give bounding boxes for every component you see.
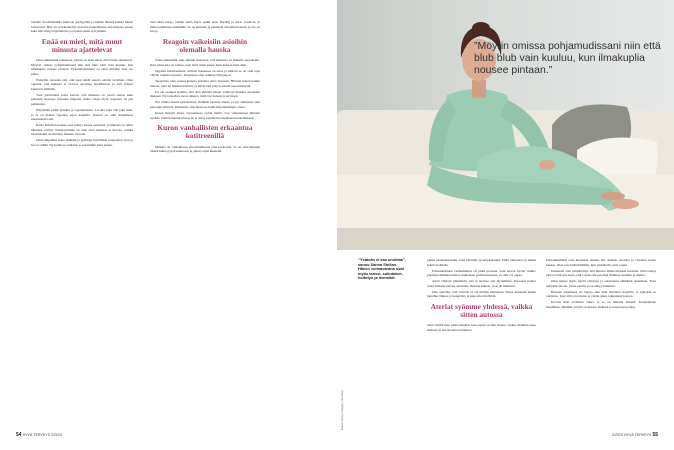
right-column-2 — [546, 258, 656, 311]
paragraph: Erkaantuminen vanhemmista oli pitkä prosessi. Sain kerran hyvän vinkin: jokainen ihminen kantaa mukanaan perhetaustaansa, ja siitä voi oppia. — [427, 268, 536, 278]
page-number: 55 — [652, 432, 658, 438]
portrait-photo — [337, 0, 674, 250]
paragraph: Näytelläni pidän työnäni ja vapautuksena. Lavalla saan olla joku muu, ja se on ihanaa vapautta arjen keskellä. Teatteri on ollut intohimoni nuoruudesta asti. — [31, 108, 133, 122]
right-column-1 — [427, 258, 536, 334]
paragraph: Olen tehnyt myös hyviä valintoja ja rakentanut elämääni uudelleen. Teen nykyään asioita, joista nautin, ja se näkyy kaikessa. — [546, 279, 656, 288]
paragraph: Aloin vihdoin ymmärtää, että ei tarvitse olla täydellinen. Personal trainer sanoi minulle kerran, että keho muistaa kaiken, ja se jäi mieleeni. — [427, 279, 536, 288]
paragraph: Ilmeisesti olen ymmärtänyt, että muutos lähtee minusta itsestäni. Olen tehnyt paljon töitä sen eteen, että voisin olla parempi ihminen itselleni ja muille. — [546, 268, 656, 278]
photo-caption: ”Ystävän ei saa unohtaa”, sanoo Sanna Stellan. Hänen voimavarana ovat myös tanssi, sukulaiset, hoitotyö ja lemmikit. — [358, 257, 407, 281]
subheading: Enää en mieti, mitä muut minusta ajattelevat — [41, 36, 123, 54]
subheading: Aterlat syömme yhdessä, vaikka sitten autossa — [430, 301, 533, 320]
paragraph: Nyt minua itsestä epäonnistua. Pelkkää lapsena alussa, ja nyt aikuisena olen kasvanut siitä irti. Ilmeisesti olen menossa kohti karjalaisempaa otetta. — [150, 100, 260, 109]
paragraph: Kaisa Pelttalan kanssa olen tehnyt monia esityksiä, ja hänestä on tullut läheinen ystävä. Yhteistyömme on aina ollut hauskaa ja luovaa, vaikka haasteitakin on riittänyt matkan varrella. — [31, 123, 133, 137]
photo-credit: Kuvat: Getty Images / Stocksy — [340, 390, 344, 431]
magazine-name: HYVÄ TERVEYS 2/2023 — [22, 433, 62, 437]
paragraph: Yksi ystävistäni sanoi kerran, että minussa on jotain samaa kuin pienessä lapsessa: innostun helposti, mutta väsyn myös nopeasti. Se piti paikkansa. — [31, 92, 133, 106]
subheading: Kuron vanhallisten erkaantua kotitreenillä — [157, 123, 253, 141]
page-number: 54 — [16, 432, 22, 438]
paragraph: Kotona ihan tavallista arkea, ja se on minulle tärkeää. Kuunnellaan musiikkia, nähdään ystäviä, kokataan yhdessä ja nauretaan paljon. — [546, 300, 656, 309]
paragraph: Minulla on vanhallisten erkaantumiseen oma kotitreeni. Se on ollut minulle tärkeä keino pysyä kunnossa ja jaksaa arjen keskellä. — [150, 144, 260, 154]
paragraph: Olen rimpuillut koko elämäni ja pyrkinyt löytämään tasapainon työn ja levon välillä. Nykyään se onnistuu jo paremmin kuin ennen. — [31, 138, 133, 147]
left-footer — [16, 432, 62, 438]
paragraph: Parhaimmillani olen kuitenkin hauska äiti. Keksin rarrasita ja vitsailen lasten kanssa. Olen taas hellimmillään, kun ymmärrän omat rajani. — [546, 258, 656, 267]
subheading: Reagoin vaikeisiin asioihin olemalla hauska — [162, 36, 248, 54]
paragraph: Olen elämässäni vaiheessa, jolloin en enää mieti, mitä muut ajattelevat. Möyrin omissa pohjamudissani niin että blub blub vain kuuluu, kun ilmakuplia nousee pintaan. Epäonnistuminen on ollut minulle aina iso pelko. — [31, 58, 133, 76]
paragraph: Terapiasta olen saanut keinoja kohdata omat tunteeni. Hävisin kauan kaikki tunteet, joita en halunnut tuntea, ja kävin läpi paljon asioita nuoruudestani. — [150, 79, 260, 88]
paragraph: taan näitä tuloja, vaikka stella myös palkit taan. Darling ja derar voisiivat, ja muka puhuttaan enemmän. Se on kuuntua ja pehmeää vieraiden kanssa, ja olo on kevyt. — [150, 20, 260, 34]
paragraph: osittain Stockmannilla kumoon parhyymin ja kaikki ihastui kaikki hänen loistavasti. Hän oli työskennellyt nuorena kaupallisena kirjoittajana ennen kuin hän siirtyi näyttämölle ja perusti oman työryhmän. — [31, 20, 133, 34]
paragraph: Olin ajatellut, että vaivalle ei ole mitään tehtävissä. Sitten tutustuin uusiin tapoihin liikkua ja hengittää, ja kipu alkoi hellittää. — [427, 289, 536, 299]
paragraph: Kuten mentyä aikaa, lapsuudessa opitut mallit ovat vaikuttaneet minuun syvästi. Olen halunnut rikkoa ne ja antaa lapsilleni toisenlaisen kokemuksen. — [150, 111, 260, 120]
paragraph: Vasta aikuisiällä olen alkanut tiedostaa, että huumori on minulle suojakeino. Kun jokin asia on vaikea, teen siitä vitsin ennen kuin kukaan muu ehtii. — [150, 58, 260, 67]
paragraph: Nykyään rakastan sitä, että saan tehdä asioita omalla tavallani. Olen oppinut, että kaikkea ei tarvitse suorittaa täydellisesti ja että virheet kuuluvat elämään. — [31, 77, 133, 91]
magazine-name: 2/2023 HYVÄ TERVEYS — [612, 433, 652, 437]
pull-quote: ”Möyrin omissa pohjamudissani niin että blub blub vain kuuluu, kun ilmakuplia nousee pintaan.” — [474, 40, 661, 77]
right-footer — [612, 432, 658, 438]
paragraph: Haasten tekemisen eri tapoja olen aina halunnut kokeilla, ja nykyään se onnistuu. Teen töitä, harrastan ja vietän aikaa rakkaideni kanssa. — [546, 289, 656, 299]
left-column-2 — [150, 20, 260, 155]
left-column-1 — [31, 20, 133, 149]
paragraph: pahan oksennustaudin. Joka käyntini syventyksessäni. Ehkä ylihuoltoa ja siihen kohtia kohdalle. — [427, 258, 536, 267]
paragraph: Olen välillä ihan pinna kireänä, kun lapsia on niin monta. Joskus mamma tulee mukaan ja silloin kertaa tunnissa. — [427, 323, 536, 332]
paragraph: En ole osannut ajatella, että olen pitkään tehnyt valintoja muiden odotusten mukaan. Nyt uskallan sanoa ääneen, mitä itse haluan ja tarvitsen. — [150, 89, 260, 99]
paragraph: Oppinut huomaamaan, milloin hauskuus on aitoa ja milloin se on vain tapa välttää vaikeita tunteita. Terapiassa olen tutkinut tätä paljon. — [150, 68, 260, 78]
